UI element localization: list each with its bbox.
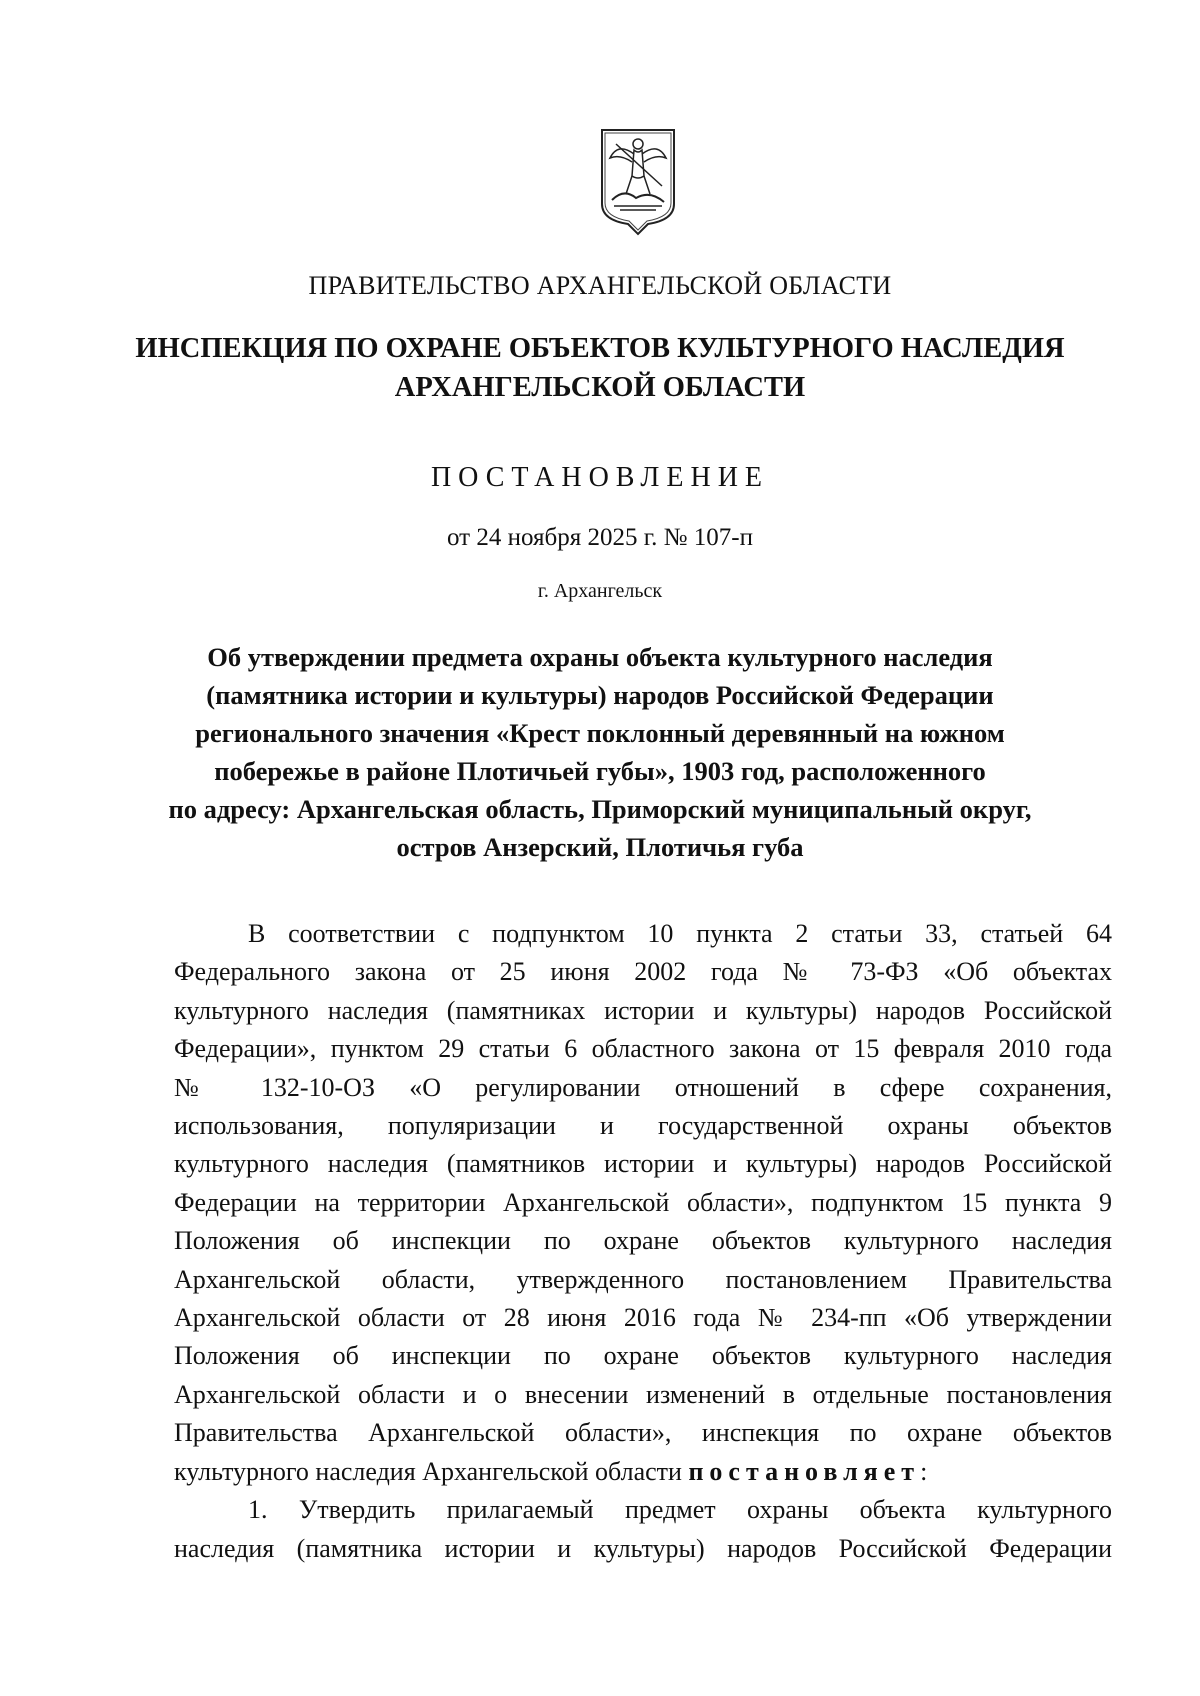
body-line: Федерации», пунктом 29 статьи 6 областного закона от 15 февраля 2010 года bbox=[174, 1034, 1112, 1064]
body-line-text: культурного наследия Архангельской области bbox=[174, 1456, 689, 1486]
body-line: культурного наследия (памятниках истории и культуры) народов Российской bbox=[174, 995, 1112, 1025]
inspection-heading bbox=[0, 329, 1200, 407]
colon: : bbox=[920, 1456, 928, 1486]
body-line: Федерации на территории Архангельской области», подпунктом 15 пункта 9 bbox=[174, 1187, 1112, 1217]
coat-of-arms-emblem bbox=[596, 124, 680, 236]
body-line: В соответствии с подпунктом 10 пункта 2 статьи 33, статьей 64 bbox=[248, 919, 1112, 948]
body-line: Положения об инспекции по охране объектов культурного наследия bbox=[174, 1341, 1112, 1371]
body-line: № 132-10-ОЗ «О регулировании отношений в сфере сохранения, bbox=[174, 1072, 1112, 1102]
inspection-heading-line: АРХАНГЕЛЬСКОЙ ОБЛАСТИ bbox=[394, 372, 806, 403]
document-type: ПОСТАНОВЛЕНИЕ bbox=[430, 462, 770, 493]
document-title bbox=[0, 638, 1200, 866]
title-line: Об утверждении предмета охраны объекта культурного наследия bbox=[207, 642, 993, 672]
body-line-resolves bbox=[174, 1453, 1112, 1491]
item-1-line: 1. Утвердить прилагаемый предмет охраны объекта культурного bbox=[248, 1495, 1112, 1525]
title-line: остров Анзерский, Плотичья губа bbox=[396, 832, 804, 862]
inspection-heading-line: ИНСПЕКЦИЯ ПО ОХРАНЕ ОБЪЕКТОВ КУЛЬТУРНОГО НАСЛЕДИЯ bbox=[135, 333, 1065, 364]
body-text bbox=[174, 915, 1112, 1568]
document-date-number: от 24 ноября 2025 г. № 107-п bbox=[447, 524, 753, 551]
item-1-line: наследия (памятника истории и культуры) народов Российской Федерации bbox=[174, 1533, 1112, 1563]
resolves-word: постановляет bbox=[688, 1456, 921, 1486]
title-line: (памятника истории и культуры) народов Российской Федерации bbox=[206, 680, 994, 710]
body-line: Правительства Архангельской области», инспекция по охране объектов bbox=[174, 1418, 1112, 1448]
body-line: Федерального закона от 25 июня 2002 года № 73-ФЗ «Об объектах bbox=[174, 957, 1112, 987]
title-line: побережье в районе Плотичьей губы», 1903 год, расположенного bbox=[214, 756, 986, 786]
body-line: использования, популяризации и государственной охраны объектов bbox=[174, 1111, 1112, 1141]
body-line: Архангельской области и о внесении изменений в отдельные постановления bbox=[174, 1379, 1112, 1409]
government-heading: ПРАВИТЕЛЬСТВО АРХАНГЕЛЬСКОЙ ОБЛАСТИ bbox=[308, 271, 892, 300]
body-line: Положения об инспекции по охране объектов культурного наследия bbox=[174, 1226, 1112, 1256]
title-line: по адресу: Архангельская область, Приморский муниципальный округ, bbox=[168, 794, 1032, 824]
body-line: культурного наследия (памятников истории и культуры) народов Российской bbox=[174, 1149, 1112, 1179]
body-line: Архангельской области от 28 июня 2016 года № 234-пп «Об утверждении bbox=[174, 1303, 1112, 1333]
body-line: Архангельской области, утвержденного постановлением Правительства bbox=[174, 1264, 1112, 1294]
title-line: регионального значения «Крест поклонный деревянный на южном bbox=[195, 718, 1005, 748]
document-city: г. Архангельск bbox=[537, 580, 663, 602]
